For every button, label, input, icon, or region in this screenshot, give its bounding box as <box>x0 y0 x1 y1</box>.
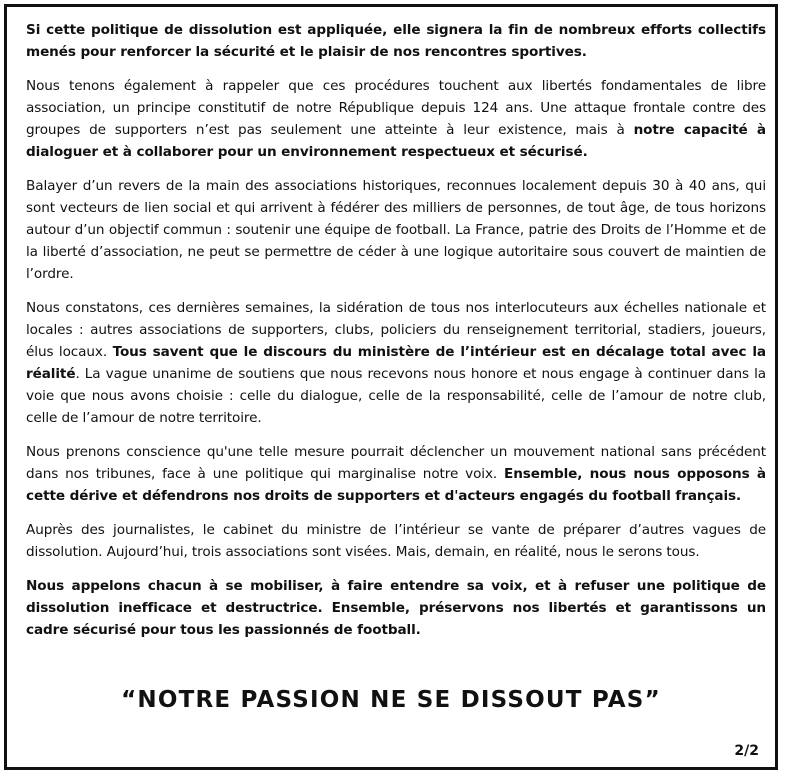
document-frame <box>4 4 778 770</box>
paragraph-5-text: Nous prenons conscience qu'une telle mesure pourrait déclencher un mouvement national sans précédent dans nos tribunes, face à une politique qui marginalise notre voix. <box>26 444 766 482</box>
paragraph-1-bold-text: Si cette politique de dissolution est appliquée, elle signera la fin de nombreux efforts collectifs menés pour renforcer la sécurité et le plaisir de nos rencontres sportives. <box>26 22 766 60</box>
paragraph-3 <box>26 175 766 285</box>
paragraph-5-bold-text: Ensemble, nous nous opposons à cette dérive et défendrons nos droits de supporters et d'acteurs engagés du football français. <box>26 466 767 504</box>
paragraph-7 <box>26 575 766 641</box>
paragraph-4-text-start: Nous constatons, ces dernières semaines, la sidération de tous nos interlocuteurs aux échelles nationale et locales : autres associations de supporters, clubs, policiers du renseignement territorial, stadiers, joueurs, élus locaux. <box>26 300 766 360</box>
slogan: “NOTRE PASSION NE SE DISSOUT PAS” <box>121 687 661 713</box>
paragraph-4-bold-text: Tous savent que le discours du ministère de l’intérieur est en décalage total avec la réalité <box>26 344 766 382</box>
paragraph-2-text: Nous tenons également à rappeler que ces procédures touchent aux libertés fondamentales de libre association, un principe constitutif de notre République depuis 124 ans. Une attaque frontale contre des groupes de supporters n’est pas seulement une atteinte à leur existence, mais à <box>26 78 766 138</box>
paragraph-4-text-end: . La vague unanime de soutiens que nous recevons nous honore et nous engage à continuer dans la voie que nous avons choisie : celle du dialogue, celle de la responsabilité, celle de l’amour de notre club, celle de l’amour de notre territoire. <box>26 366 766 426</box>
paragraph-2 <box>26 75 766 163</box>
paragraph-3-text: Balayer d’un revers de la main des associations historiques, reconnues localement depuis 30 à 40 ans, qui sont vecteurs de lien social et qui arrivent à fédérer des milliers de personnes, de tout âge, de tous horizons autour d’un objectif commun : soutenir une équipe de football. La France, patrie des Droits de l’Homme et de la liberté d’association, ne peut se permettre de céder à une logique autoritaire sous couvert de maintien de l’ordre. <box>26 178 766 282</box>
paragraph-6-text: Auprès des journalistes, le cabinet du ministre de l’intérieur se vante de préparer d’autres vagues de dissolution. Aujourd’hui, trois associations sont visées. Mais, demain, en réalité, nous le serons tous. <box>26 522 766 560</box>
page-number: 2/2 <box>734 743 759 759</box>
paragraph-4 <box>26 297 766 429</box>
paragraph-2-bold-text: notre capacité à dialoguer et à collaborer pour un environnement respectueux et sécurisé. <box>26 122 766 160</box>
paragraph-7-bold-text: Nous appelons chacun à se mobiliser, à faire entendre sa voix, et à refuser une politique de dissolution inefficace et destructrice. Ensemble, préservons nos libertés et garantissons un cadre sécurisé pour tous les passionnés de football. <box>26 578 766 638</box>
paragraph-1 <box>26 19 766 63</box>
paragraph-5 <box>26 441 766 507</box>
paragraph-6 <box>26 519 766 563</box>
document-body <box>26 19 766 653</box>
